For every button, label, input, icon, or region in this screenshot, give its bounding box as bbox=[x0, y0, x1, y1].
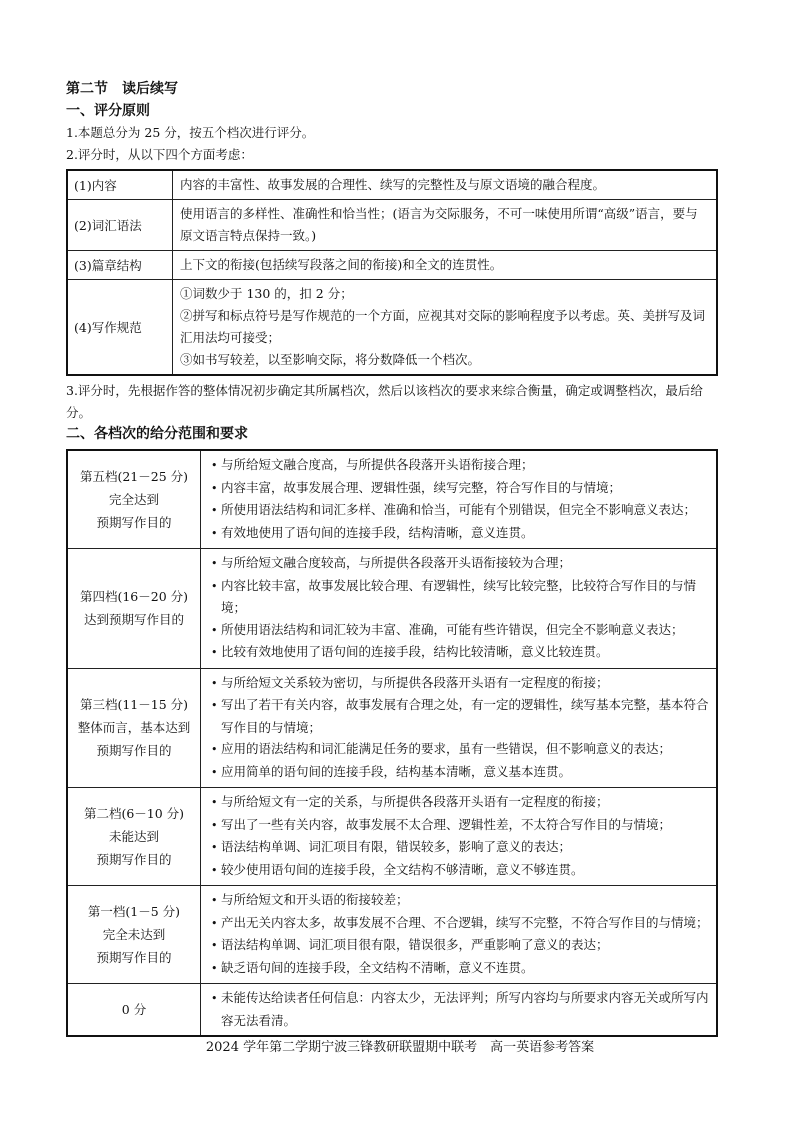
criteria-row bbox=[67, 200, 717, 251]
grade-label-line: 预期写作目的 bbox=[96, 743, 172, 759]
grade-item: • 语法结构单调、词汇项目很有限，错误很多，严重影响了意义的表达； bbox=[211, 934, 710, 957]
grade-row bbox=[67, 549, 717, 669]
grade-item: • 比较有效地使用了语句间的连接手段，结构比较清晰，意义比较连贯。 bbox=[211, 641, 710, 664]
grade-label bbox=[67, 549, 201, 669]
grade-label bbox=[67, 450, 201, 549]
grade-label-line: 第五档(21－25 分) bbox=[79, 469, 189, 484]
grade-item: • 产出无关内容太多，故事发展不合理、不合逻辑，续写不完整，不符合写作目的与情境； bbox=[211, 912, 710, 935]
grade-items bbox=[201, 788, 718, 886]
grade-item: • 语法结构单调、词汇项目有限，错误较多，影响了意义的表达； bbox=[211, 836, 710, 859]
grade-label-line: 预期写作目的 bbox=[96, 852, 172, 867]
grade-label-line: 第四档(16－20 分) bbox=[79, 589, 189, 605]
criteria-line: 内容的丰富性、故事发展的合理性、续写的完整性及与原文语境的融合程度。 bbox=[180, 177, 606, 192]
criteria-row bbox=[67, 251, 717, 280]
grade-item: • 所使用语法结构和词汇多样、准确和恰当，可能有个别错误，但完全不影响意义表达； bbox=[211, 499, 710, 522]
grade-label bbox=[67, 886, 201, 984]
principle-1: 1.本题总分为 25 分，按五个档次进行评分。 bbox=[66, 125, 315, 140]
grade-label bbox=[67, 788, 201, 886]
grade-item: • 与所给短文融合度高，与所提供各段落开头语衔接合理； bbox=[211, 454, 710, 477]
grade-item: • 缺乏语句间的连接手段，全文结构不清晰，意义不连贯。 bbox=[211, 957, 710, 980]
criteria-row bbox=[67, 280, 717, 376]
grade-label-line: 完全达到 bbox=[108, 492, 159, 507]
criteria-line: 使用语言的多样性、准确性和恰当性；(语言为交际服务，不可一味使用所谓“高级”语言，要与原文语言特点保持一致。) bbox=[180, 206, 698, 243]
grade-label-line: 整体而言，基本达到 bbox=[77, 720, 191, 736]
grade-item: • 应用的语法结构和词汇能满足任务的要求，虽有一些错误，但不影响意义的表达； bbox=[211, 738, 710, 761]
criteria-label: (1)内容 bbox=[67, 170, 173, 200]
part2-title: 二、各档次的给分范围和要求 bbox=[66, 426, 248, 442]
grade-label-line: 达到预期写作目的 bbox=[83, 612, 184, 628]
grade-label-line: 0 分 bbox=[121, 1002, 147, 1017]
grade-label-line: 未能达到 bbox=[108, 829, 159, 844]
criteria-label: (2)词汇语法 bbox=[67, 200, 173, 251]
grade-label bbox=[67, 984, 201, 1037]
section-title: 第二节 读后续写 bbox=[66, 81, 178, 97]
grade-row bbox=[67, 788, 717, 886]
grade-items bbox=[201, 450, 718, 549]
grade-label bbox=[67, 668, 201, 788]
grade-item: • 未能传达给读者任何信息：内容太少，无法评判；所写内容均与所要求内容无关或所写内容无法看清。 bbox=[211, 987, 710, 1031]
principle-3: 3.评分时，先根据作答的整体情况初步确定其所属档次，然后以该档次的要求来综合衡量，确定或调整档次，最后给分。 bbox=[66, 383, 703, 420]
grade-item: • 与所给短文有一定的关系，与所提供各段落开头语有一定程度的衔接； bbox=[211, 791, 710, 814]
criteria-line: ③如书写较差，以至影响交际，将分数降低一个档次。 bbox=[180, 352, 481, 367]
grade-label-line: 完全未达到 bbox=[102, 927, 166, 942]
criteria-content bbox=[173, 251, 718, 280]
criteria-line: 上下文的衔接(包括续写段落之间的衔接)和全文的连贯性。 bbox=[180, 257, 503, 272]
grade-row bbox=[67, 450, 717, 549]
page-footer: 2024 学年第二学期宁波三锋教研联盟期中联考 高一英语参考答案 bbox=[205, 1040, 595, 1055]
grade-item: • 内容丰富，故事发展合理、逻辑性强，续写完整，符合写作目的与情境； bbox=[211, 477, 710, 500]
grade-label-line: 第三档(11－15 分) bbox=[79, 697, 189, 713]
criteria-table bbox=[66, 169, 718, 376]
grade-row bbox=[67, 886, 717, 984]
answer-page bbox=[66, 78, 718, 1037]
grades-table bbox=[66, 449, 718, 1037]
grade-label-line: 预期写作目的 bbox=[96, 950, 172, 965]
grade-item: • 所使用语法结构和词汇较为丰富、准确，可能有些许错误，但完全不影响意义表达； bbox=[211, 619, 710, 642]
grade-items bbox=[201, 984, 718, 1037]
grade-items bbox=[201, 668, 718, 788]
grade-item: • 较少使用语句间的连接手段，全文结构不够清晰，意义不够连贯。 bbox=[211, 859, 710, 882]
grade-row bbox=[67, 668, 717, 788]
grade-label-line: 第一档(1－5 分) bbox=[87, 904, 181, 919]
criteria-content bbox=[173, 280, 718, 376]
grade-items bbox=[201, 886, 718, 984]
grade-item: • 与所给短文和开头语的衔接较差； bbox=[211, 889, 710, 912]
grade-label-line: 预期写作目的 bbox=[96, 515, 172, 530]
criteria-content bbox=[173, 170, 718, 200]
grade-item: • 与所给短文融合度较高，与所提供各段落开头语衔接较为合理； bbox=[211, 552, 710, 575]
criteria-line: ②拼写和标点符号是写作规范的一个方面，应视其对交际的影响程度予以考虑。英、美拼写及词汇用法均可接受； bbox=[180, 308, 706, 345]
grade-item: • 与所给短文关系较为密切，与所提供各段落开头语有一定程度的衔接； bbox=[211, 672, 710, 695]
criteria-label: (4)写作规范 bbox=[67, 280, 173, 376]
principle-2: 2.评分时，从以下四个方面考虑： bbox=[66, 146, 253, 162]
criteria-content bbox=[173, 200, 718, 251]
grade-item: • 写出了一些有关内容，故事发展不太合理、逻辑性差，不太符合写作目的与情境； bbox=[211, 814, 710, 837]
criteria-label: (3)篇章结构 bbox=[67, 251, 173, 280]
criteria-row bbox=[67, 170, 717, 200]
grade-items bbox=[201, 549, 718, 669]
grade-item: • 内容比较丰富，故事发展比较合理、有逻辑性，续写比较完整，比较符合写作目的与情境； bbox=[211, 575, 710, 619]
grade-item: • 有效地使用了语句间的连接手段，结构清晰，意义连贯。 bbox=[211, 522, 710, 545]
grade-row bbox=[67, 984, 717, 1037]
grade-item: • 写出了若干有关内容，故事发展有合理之处，有一定的逻辑性，续写基本完整，基本符合写作目的与情境； bbox=[211, 694, 710, 738]
criteria-line: ①词数少于 130 的，扣 2 分； bbox=[180, 286, 353, 301]
grade-label-line: 第二档(6－10 分) bbox=[83, 806, 185, 821]
grade-item: • 应用简单的语句间的连接手段，结构基本清晰，意义基本连贯。 bbox=[211, 761, 710, 784]
part1-title: 一、评分原则 bbox=[66, 103, 150, 119]
